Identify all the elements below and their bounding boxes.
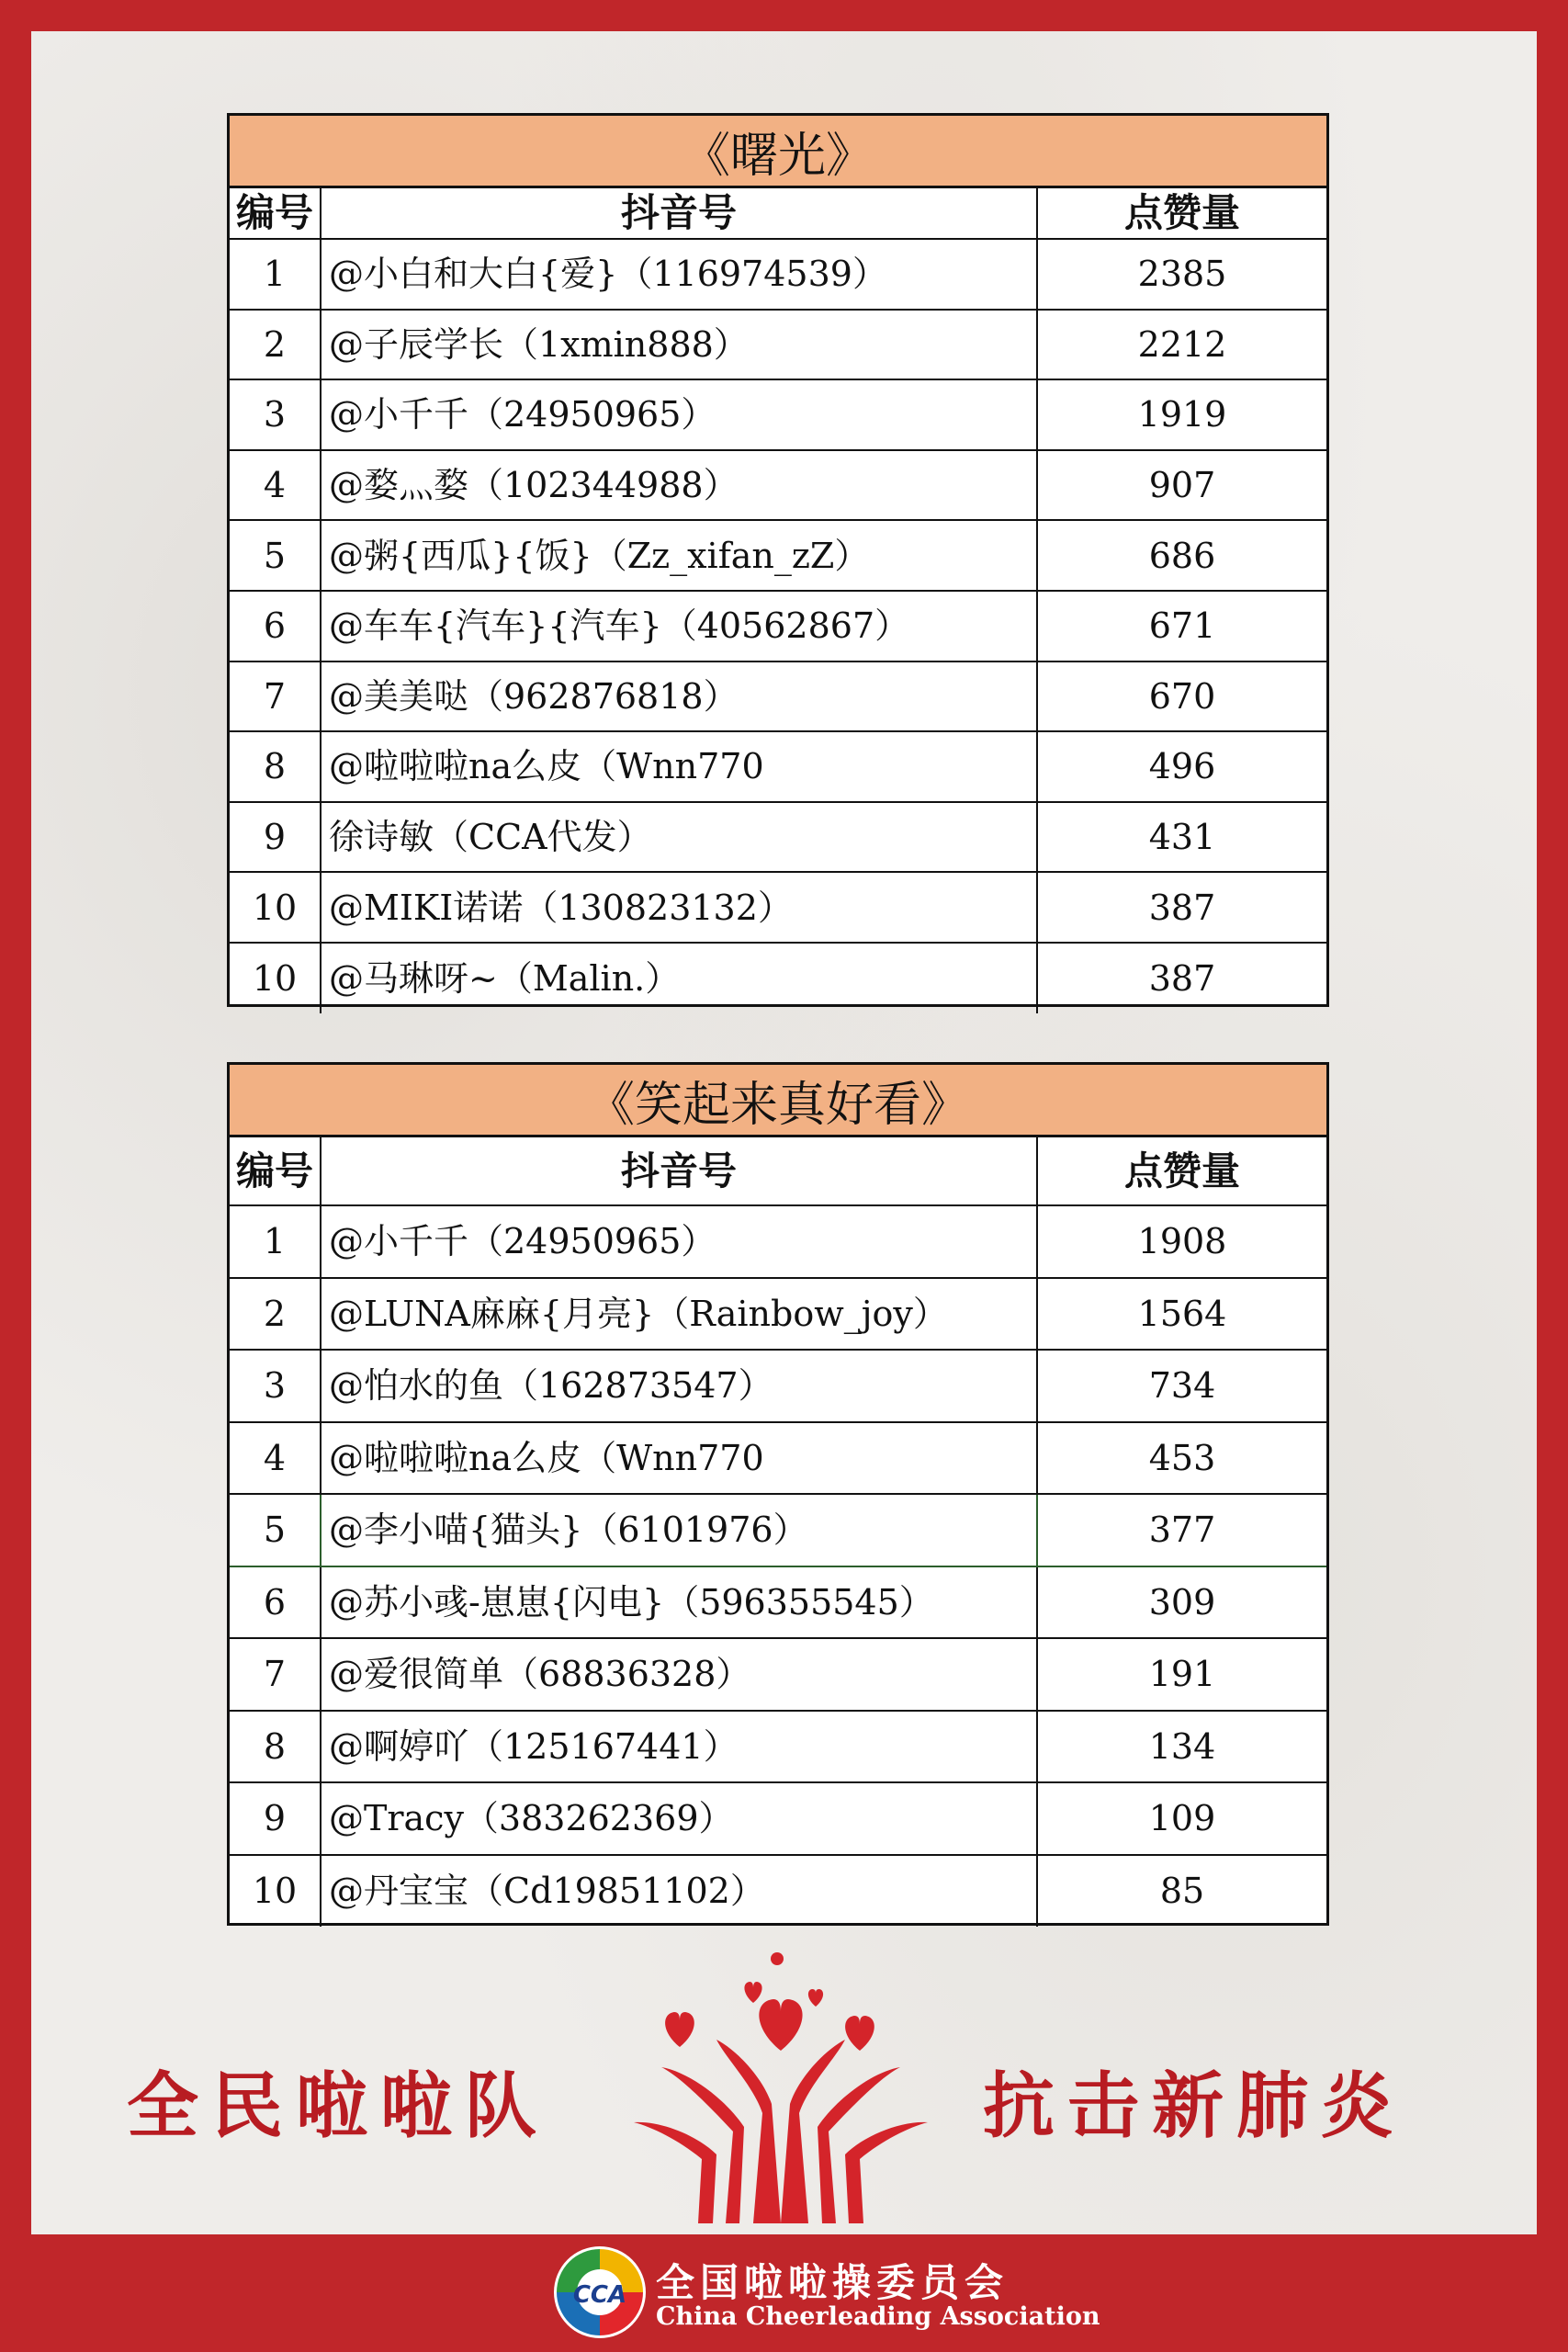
table-row [230, 450, 1326, 521]
table-row [230, 872, 1326, 943]
row-likes: 2385 [1037, 239, 1326, 310]
row-likes: 496 [1037, 731, 1326, 802]
table-row [230, 1205, 1326, 1278]
table-row [230, 1350, 1326, 1422]
row-number: 1 [230, 1205, 321, 1278]
row-likes: 1908 [1037, 1205, 1326, 1278]
row-number: 7 [230, 662, 321, 732]
row-likes: 134 [1037, 1711, 1326, 1783]
table-row [230, 1278, 1326, 1351]
row-likes: 907 [1037, 450, 1326, 521]
row-number: 5 [230, 520, 321, 591]
row-number: 8 [230, 1711, 321, 1783]
row-douyin-id: @李小喵{猫头}（6101976） [321, 1494, 1037, 1566]
table-row [230, 1855, 1326, 1928]
org-name-en: China Cheerleading Association [656, 2302, 1100, 2331]
row-number: 10 [230, 872, 321, 943]
row-number: 6 [230, 591, 321, 662]
table-row [230, 1566, 1326, 1639]
table-title: 《笑起来真好看》 [230, 1065, 1326, 1137]
row-likes: 734 [1037, 1350, 1326, 1422]
row-likes: 1564 [1037, 1278, 1326, 1351]
table-row [230, 731, 1326, 802]
row-douyin-id: @啊婷吖（125167441） [321, 1711, 1037, 1783]
table-row [230, 662, 1326, 732]
row-douyin-id: @怕水的鱼（162873547） [321, 1350, 1037, 1422]
row-likes: 686 [1037, 520, 1326, 591]
row-likes: 309 [1037, 1566, 1326, 1639]
row-douyin-id: 徐诗敏（CCA代发） [321, 802, 1037, 873]
table-row [230, 802, 1326, 873]
row-douyin-id: @小白和大白{爱}（116974539） [321, 239, 1037, 310]
row-likes: 191 [1037, 1638, 1326, 1711]
row-likes: 109 [1037, 1782, 1326, 1855]
row-likes: 377 [1037, 1494, 1326, 1566]
row-douyin-id: @爱很简单（68836328） [321, 1638, 1037, 1711]
row-number: 3 [230, 1350, 321, 1422]
table-row [230, 1494, 1326, 1566]
row-douyin-id: @小千千（24950965） [321, 379, 1037, 450]
header-likes: 点赞量 [1037, 188, 1326, 239]
table-row [230, 943, 1326, 1013]
table-row [230, 520, 1326, 591]
table-row [230, 1711, 1326, 1783]
row-number: 4 [230, 450, 321, 521]
header-douyin-id: 抖音号 [321, 1137, 1037, 1205]
table-row [230, 310, 1326, 380]
row-number: 1 [230, 239, 321, 310]
row-douyin-id: @苏小彧-崽崽{闪电}（596355545） [321, 1566, 1037, 1639]
table-header-row [230, 188, 1326, 239]
row-douyin-id: @LUNA麻麻{月亮}（Rainbow_joy） [321, 1278, 1037, 1351]
row-douyin-id: @丹宝宝（Cd19851102） [321, 1855, 1037, 1928]
row-likes: 670 [1037, 662, 1326, 732]
row-number: 9 [230, 802, 321, 873]
row-number: 7 [230, 1638, 321, 1711]
row-number: 5 [230, 1494, 321, 1566]
slogan-left: 全民啦啦队 [127, 2065, 550, 2148]
table-title: 《曙光》 [230, 116, 1326, 188]
row-douyin-id: @Tracy（383262369） [321, 1782, 1037, 1855]
ranking-table-2 [227, 1062, 1329, 1926]
row-douyin-id: @子辰学长（1xmin888） [321, 310, 1037, 380]
row-douyin-id: @啦啦啦na么皮（Wnn770 [321, 1422, 1037, 1495]
cca-logo [549, 2242, 650, 2343]
row-likes: 453 [1037, 1422, 1326, 1495]
row-likes: 85 [1037, 1855, 1326, 1928]
row-douyin-id: @马琳呀~（Malin.） [321, 943, 1037, 1013]
row-douyin-id: @美美哒（962876818） [321, 662, 1037, 732]
row-number: 8 [230, 731, 321, 802]
table-row [230, 591, 1326, 662]
row-douyin-id: @婺灬婺（102344988） [321, 450, 1037, 521]
row-number: 9 [230, 1782, 321, 1855]
logo-text: CCA [572, 2281, 627, 2309]
header-number: 编号 [230, 1137, 321, 1205]
table-header-row [230, 1137, 1326, 1205]
table-row [230, 1638, 1326, 1711]
header-douyin-id: 抖音号 [321, 188, 1037, 239]
header-likes: 点赞量 [1037, 1137, 1326, 1205]
row-douyin-id: @小千千（24950965） [321, 1205, 1037, 1278]
org-name: 全国啦啦操委员会 [656, 2260, 1010, 2305]
slogan-right: 抗击新肺炎 [983, 2065, 1406, 2148]
row-likes: 1919 [1037, 379, 1326, 450]
table-row [230, 239, 1326, 310]
row-likes: 2212 [1037, 310, 1326, 380]
table-row [230, 379, 1326, 450]
row-likes: 387 [1037, 943, 1326, 1013]
row-douyin-id: @啦啦啦na么皮（Wnn770 [321, 731, 1037, 802]
table-row [230, 1782, 1326, 1855]
row-number: 4 [230, 1422, 321, 1495]
header-number: 编号 [230, 188, 321, 239]
row-number: 2 [230, 310, 321, 380]
table-row [230, 1422, 1326, 1495]
row-douyin-id: @粥{西瓜}{饭}（Zz_xifan_zZ） [321, 520, 1037, 591]
row-number: 6 [230, 1566, 321, 1639]
row-likes: 671 [1037, 591, 1326, 662]
row-number: 2 [230, 1278, 321, 1351]
row-number: 10 [230, 943, 321, 1013]
row-douyin-id: @车车{汽车}{汽车}（40562867） [321, 591, 1037, 662]
row-douyin-id: @MIKI诺诺（130823132） [321, 872, 1037, 943]
ranking-table-1 [227, 113, 1329, 1007]
row-number: 10 [230, 1855, 321, 1928]
row-number: 3 [230, 379, 321, 450]
row-likes: 431 [1037, 802, 1326, 873]
hearts-hands-emblem [625, 1948, 937, 2242]
row-likes: 387 [1037, 872, 1326, 943]
